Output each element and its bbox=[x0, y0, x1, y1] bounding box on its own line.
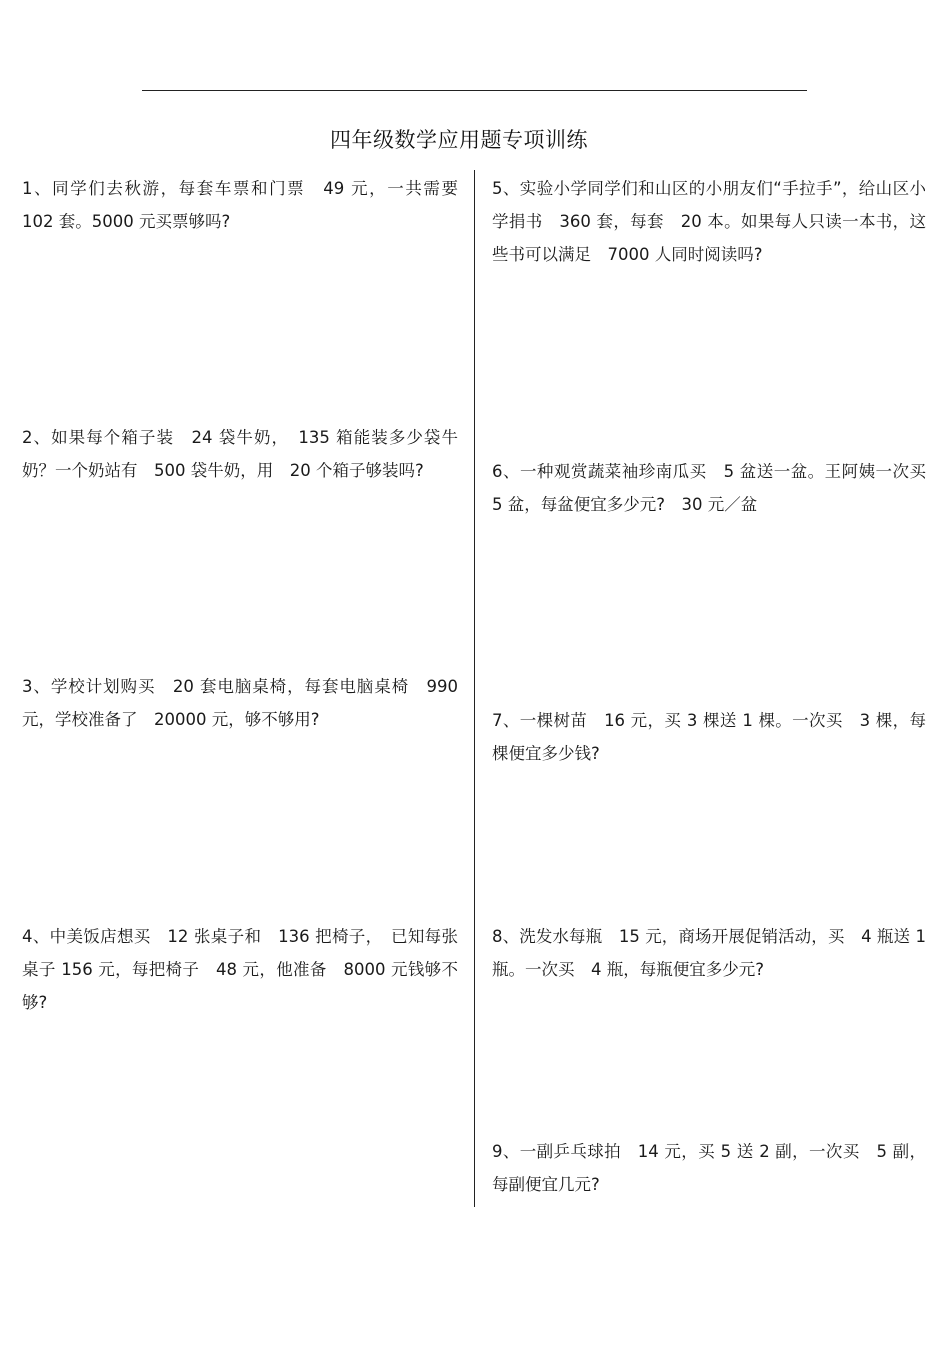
question-2: 2、如果每个箱子装 24 袋牛奶， 135 箱能装多少袋牛奶？一个奶站有 500 袋牛奶，用 20 个箱子够装吗? bbox=[22, 428, 458, 480]
question-4: 4、中美饭店想买 12 张桌子和 136 把椅子， 已知每张桌子 156 元，每把椅子 48 元，他准备 8000 元钱够不够? bbox=[22, 927, 458, 1012]
column-divider bbox=[474, 170, 475, 1207]
question-1: 1、同学们去秋游，每套车票和门票 49 元，一共需要 102 套。5000 元买票够吗? bbox=[22, 179, 458, 231]
question-7: 7、一棵树苗 16 元，买 3 棵送 1 棵。一次买 3 棵，每棵便宜多少钱? bbox=[492, 711, 926, 763]
page-title: 四年级数学应用题专项训练 bbox=[330, 128, 588, 152]
question-5: 5、实验小学同学们和山区的小朋友们“手拉手”，给山区小学捐书 360 套，每套 20 本。如果每人只读一本书，这些书可以满足 7000 人同时阅读吗? bbox=[492, 179, 926, 264]
top-rule bbox=[142, 90, 807, 91]
question-9: 9、一副乒乓球拍 14 元，买 5 送 2 副，一次买 5 副，每副便宜几元? bbox=[492, 1142, 926, 1194]
question-8: 8、洗发水每瓶 15 元，商场开展促销活动，买 4 瓶送 1 瓶。一次买 4 瓶，每瓶便宜多少元? bbox=[492, 927, 926, 979]
question-3: 3、学校计划购买 20 套电脑桌椅，每套电脑桌椅 990 元，学校准备了 20000 元，够不够用? bbox=[22, 677, 458, 729]
question-6: 6、一种观赏蔬菜袖珍南瓜买 5 盆送一盆。王阿姨一次买 5 盆，每盆便宜多少元? 30 元／盆 bbox=[492, 462, 926, 514]
